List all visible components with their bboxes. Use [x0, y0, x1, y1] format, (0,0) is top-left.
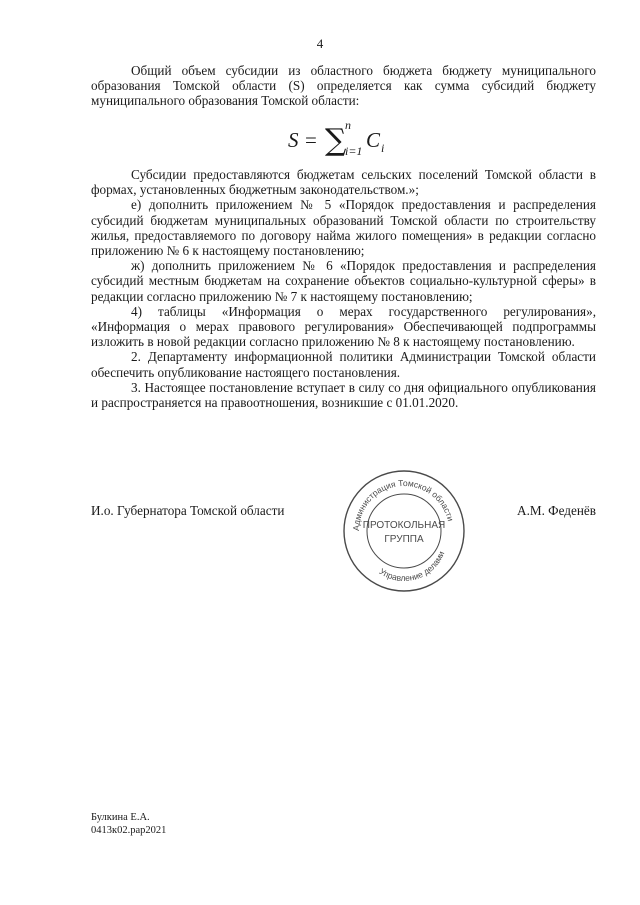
main-paragraph-block — [91, 167, 596, 410]
formula-sum-bottom: i=1 — [345, 144, 363, 158]
document-footer — [91, 811, 166, 837]
formula-subscript: i — [381, 141, 385, 155]
intro-paragraph-block — [91, 63, 596, 109]
stamp-line-2: ГРУППА — [384, 534, 424, 545]
formula-term: C — [366, 128, 381, 152]
stamp-ring-text: Администрация Томской области — [350, 477, 456, 532]
sum-formula — [0, 118, 640, 162]
stamp-line-1: ПРОТОКОЛЬНАЯ — [362, 520, 446, 531]
paragraph-subsidy-volume: Общий объем субсидии из областного бюджета бюджету муниципального образования Томской области (S) определяется как сумма субсидий бюджету муниципального образования Томской области: — [91, 63, 596, 109]
paragraph-clause-2: 2. Департаменту информационной политики Администрации Томской области обеспечить опубликование настоящего постановления. — [91, 349, 596, 380]
paragraph-subsidy-forms: Субсидии предоставляются бюджетам сельских поселений Томской области в формах, установленных бюджетным законодательством.»; — [91, 167, 596, 198]
signatory-name: А.М. Феденёв — [517, 503, 596, 518]
page-number: 4 — [316, 36, 324, 51]
signatory-position: И.о. Губернатора Томской области — [91, 503, 285, 518]
formula-sigma: ∑ — [325, 123, 347, 158]
footer-author: Булкина Е.А. — [91, 812, 150, 823]
footer-doc-code: 0413к02.рар2021 — [91, 825, 167, 836]
formula-equals: = — [305, 128, 317, 152]
paragraph-item-zh: ж) дополнить приложением № 6 «Порядок предоставления и распределения субсидий местным бюджетам на сохранение объектов социально-культурной сферы» в редакции согласно приложению № 7 к настоящему постановлению; — [91, 258, 596, 304]
paragraph-item-e: е) дополнить приложением № 5 «Порядок предоставления и распределения субсидий бюджетам муниципальных образований Томской области по строительству жилья, предоставляемого по договору найма жилого помещения» в редакции согласно приложению № 6 к настоящему постановлению; — [91, 197, 596, 259]
formula-lhs: S — [288, 128, 299, 152]
formula-sum-top: n — [345, 118, 351, 132]
stamp-bottom-text: Управление делами — [377, 549, 447, 584]
paragraph-item-4: 4) таблицы «Информация о мерах государственного регулирования», «Информация о мерах правового регулирования» Обеспечивающей подпрограммы изложить в новой редакции согласно приложению № 8 к настоящему постановлению. — [91, 303, 596, 350]
protocol-group-stamp — [339, 466, 469, 596]
paragraph-clause-3: 3. Настоящее постановление вступает в силу со дня официального опубликования и распространяется на правоотношения, возникшие с 01.01.2020. — [91, 379, 596, 411]
